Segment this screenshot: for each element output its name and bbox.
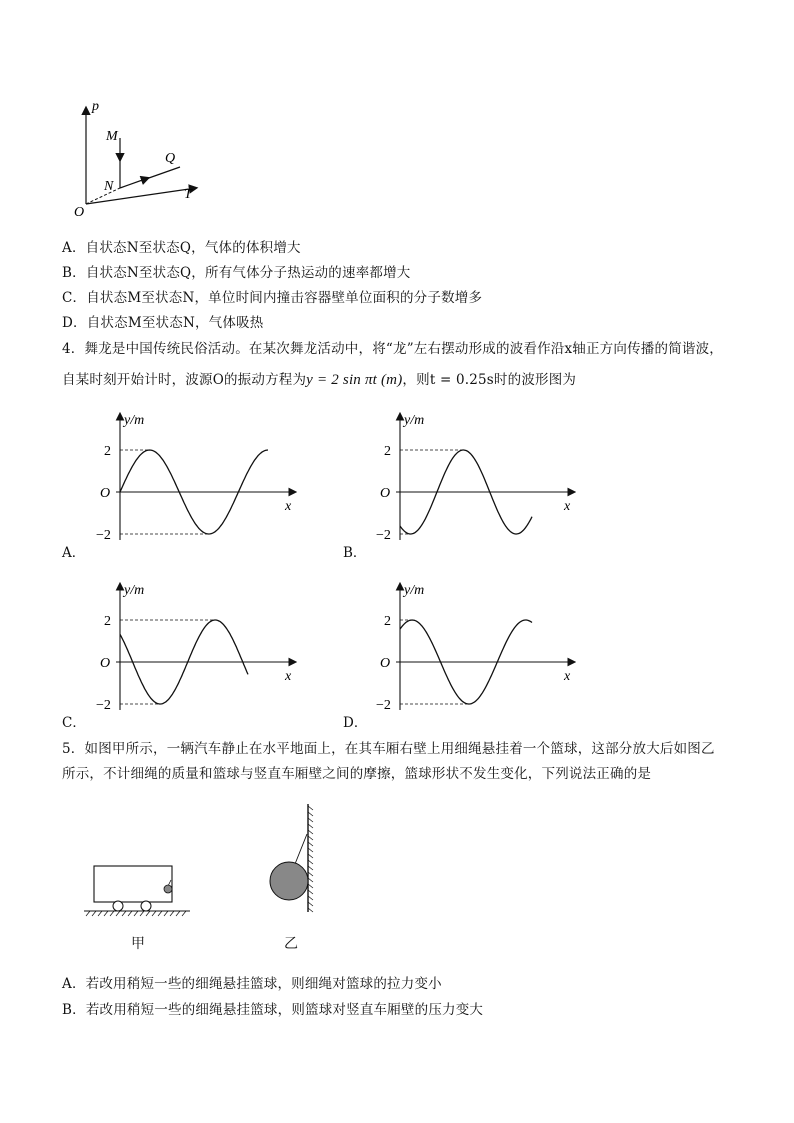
origin-label: O (100, 656, 111, 671)
y-axis-label: y/m (124, 583, 145, 598)
x-axis-label: x (564, 669, 571, 684)
tick-label-pos: 2 (104, 614, 111, 629)
basketball (270, 862, 308, 900)
origin-label: O (100, 486, 111, 501)
figure-yi-label: 乙 (284, 936, 298, 952)
wave-option-c-label: C． (62, 715, 86, 731)
q4-stem-line2 (62, 368, 576, 389)
wave-option-a-label: A． (62, 545, 86, 561)
origin-label: O (380, 656, 391, 671)
process-N-Q (120, 178, 148, 188)
q4-stem-part-a: 自某时刻开始计时，波源O的振动方程为 (62, 372, 307, 388)
figure-truck (82, 858, 198, 918)
wave-option-b-label: B． (343, 545, 367, 561)
figure-ball-wall (262, 800, 322, 918)
Q-label: Q (165, 151, 176, 166)
tick-label-pos: 2 (384, 444, 391, 459)
tick-label-neg: −2 (376, 528, 391, 543)
T-axis (86, 188, 196, 204)
q3-option-b: B．自状态N至状态Q，所有气体分子热运动的速率都增大 (62, 265, 411, 281)
p-label: p (92, 99, 99, 114)
wave-graph-d (362, 578, 587, 718)
figure-jia-label: 甲 (131, 936, 145, 952)
q3-option-c: C．自状态M至状态N，单位时间内撞击容器壁单位面积的分子数增多 (62, 290, 483, 306)
x-axis-label: x (285, 669, 292, 684)
wave-graph-c (90, 578, 305, 718)
y-axis-label: y/m (404, 413, 425, 428)
q3-option-d: D．自状态M至状态N，气体吸热 (62, 315, 264, 331)
q5-option-a: A．若改用稍短一些的细绳悬挂篮球，则细绳对篮球的拉力变小 (62, 976, 442, 992)
q4-stem-part-b: ，则t = 0.25s时的波形图为 (402, 372, 577, 388)
x-axis-label: x (564, 499, 571, 514)
origin-label: O (380, 486, 391, 501)
tick-label-neg: −2 (96, 528, 111, 543)
tick-label-pos: 2 (384, 614, 391, 629)
x-axis-label: x (285, 499, 292, 514)
truck-wheel-right (141, 901, 151, 911)
truck-basketball (164, 885, 172, 893)
wave-graph-a (90, 408, 305, 548)
y-axis-label: y/m (404, 583, 425, 598)
wave-option-d-label: D． (343, 715, 368, 731)
wave-graph-b (362, 408, 587, 548)
tick-label-neg: −2 (96, 698, 111, 713)
q5-option-b: B．若改用稍短一些的细绳悬挂篮球，则篮球对竖直车厢壁的压力变大 (62, 1002, 484, 1018)
truck-body (94, 866, 172, 902)
q5-stem-line1: 5．如图甲所示，一辆汽车静止在水平地面上，在其车厢右壁上用细绳悬挂着一个篮球，这部分放大后如图乙 (62, 741, 715, 757)
tick-label-pos: 2 (104, 444, 111, 459)
q4-stem-line1: 4．舞龙是中国传统民俗活动。在某次舞龙活动中，将“龙”左右摆动形成的波看作沿x轴正方向传播的简谐波， (62, 341, 724, 357)
O-label: O (74, 205, 85, 218)
M-label: M (106, 129, 118, 144)
vibration-equation: y = 2 sin πt (m) (306, 372, 403, 388)
string (295, 834, 307, 864)
tick-label-neg: −2 (376, 698, 391, 713)
N-label: N (104, 179, 114, 194)
y-axis-label: y/m (124, 413, 145, 428)
T-label: T (184, 187, 192, 202)
pT-graph (68, 98, 208, 218)
q3-option-a: A．自状态N至状态Q，气体的体积增大 (62, 240, 301, 256)
truck-wheel-left (113, 901, 123, 911)
q5-stem-line2: 所示，不计细绳的质量和篮球与竖直车厢壁之间的摩擦，篮球形状不发生变化，下列说法正确的是 (62, 766, 652, 782)
